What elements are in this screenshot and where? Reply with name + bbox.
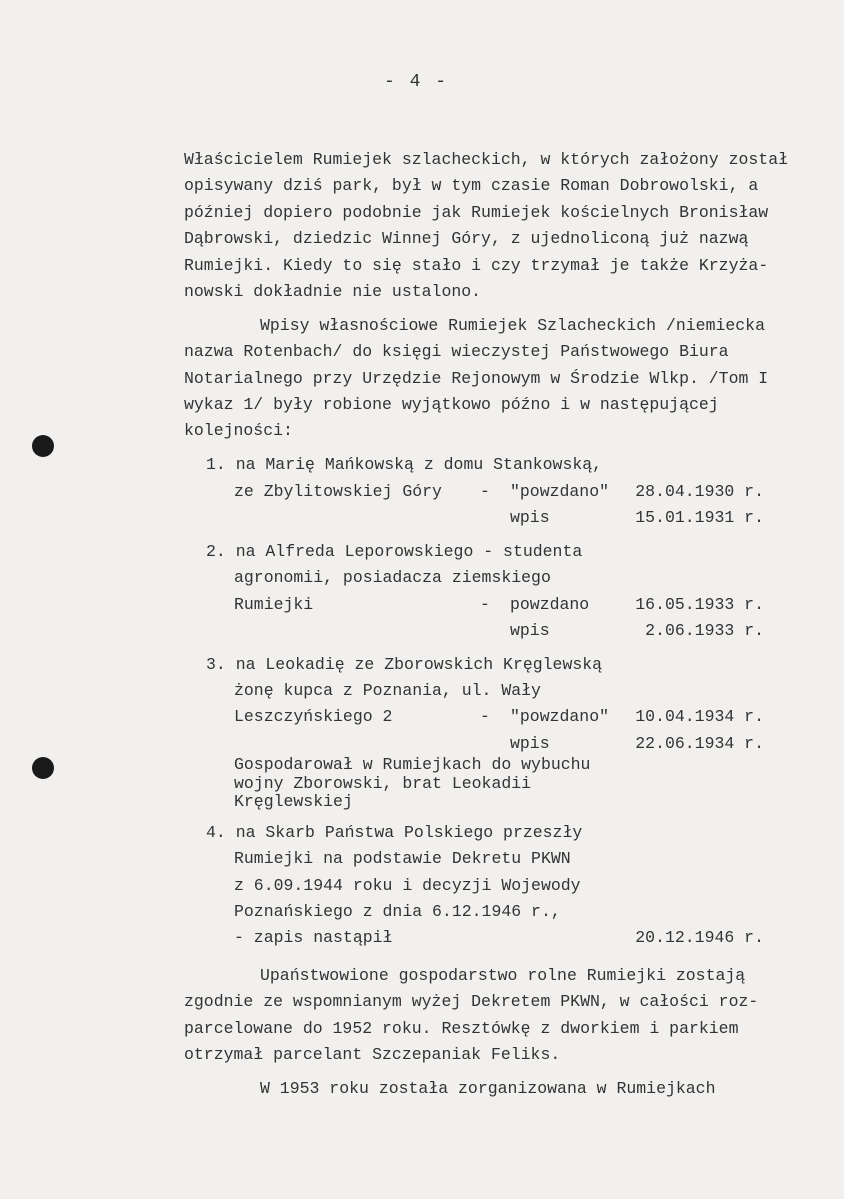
paragraph1-line: Rumiejki. Kiedy to się stało i czy trzymał je także Krzyża- <box>184 256 769 275</box>
paragraph2-line: Notarialnego przy Urzędzie Rejonowym w Środzie Wlkp. /Tom I <box>184 369 769 388</box>
paragraph3-line: Upaństwowione gospodarstwo rolne Rumiejki zostają <box>260 966 746 985</box>
entry2-kind: powzdano <box>510 595 590 614</box>
entry1-kind: "powzdano" <box>510 482 610 501</box>
entry3-note: Gospodarował w Rumiejkach do wybuchu <box>234 755 591 774</box>
entry3-line: 3. na Leokadię ze Zborowskich Kręglewską <box>206 655 603 674</box>
punch-hole <box>32 435 54 457</box>
entry2-dash: - <box>480 595 490 614</box>
paragraph1-line: później dopiero podobnie jak Rumiejek kościelnych Bronisław <box>184 203 769 222</box>
entry4-line: Rumiejki na podstawie Dekretu PKWN <box>234 849 571 868</box>
page-number: - 4 - <box>384 72 449 92</box>
entry1-kind: wpis <box>510 508 550 527</box>
paragraph3-line: otrzymał parcelant Szczepaniak Feliks. <box>184 1045 561 1064</box>
paragraph3-line: zgodnie ze wspomnianym wyżej Dekretem PKWN, w całości roz- <box>184 992 759 1011</box>
entry2-line: Rumiejki <box>234 595 314 614</box>
punch-hole <box>32 757 54 779</box>
entry1-date: 15.01.1931 r. <box>635 508 764 527</box>
entry3-dash: - <box>480 707 490 726</box>
entry3-note: wojny Zborowski, brat Leokadii <box>234 774 532 793</box>
entry2-line: agronomii, posiadacza ziemskiego <box>234 568 551 587</box>
paragraph2-line: Wpisy własnościowe Rumiejek Szlacheckich /niemiecka <box>260 316 765 335</box>
entry4-line: z 6.09.1944 roku i decyzji Wojewody <box>234 876 581 895</box>
entry1-line: ze Zbylitowskiej Góry <box>234 482 442 501</box>
entry3-line: żonę kupca z Poznania, ul. Wały <box>234 681 541 700</box>
entry4-line: - zapis nastąpił <box>234 928 393 947</box>
entry3-kind: wpis <box>510 734 550 753</box>
entry3-note: Kręglewskiej <box>234 792 353 811</box>
entry4-line: 4. na Skarb Państwa Polskiego przeszły <box>206 823 583 842</box>
entry2-date: 2.06.1933 r. <box>645 621 764 640</box>
paragraph2-line: nazwa Rotenbach/ do księgi wieczystej Państwowego Biura <box>184 342 729 361</box>
paragraph1-line: Dąbrowski, dziedzic Winnej Góry, z ujednoliconą już nazwą <box>184 229 749 248</box>
entry4-date: 20.12.1946 r. <box>635 928 764 947</box>
paragraph2-line: wykaz 1/ były robione wyjątkowo późno i w następującej <box>184 395 719 414</box>
entry3-date: 10.04.1934 r. <box>635 707 764 726</box>
entry1-line: 1. na Marię Mańkowską z domu Stankowską, <box>206 455 603 474</box>
entry2-date: 16.05.1933 r. <box>635 595 764 614</box>
entry2-kind: wpis <box>510 621 550 640</box>
paragraph3-line: parcelowane do 1952 roku. Resztówkę z dworkiem i parkiem <box>184 1019 739 1038</box>
entry3-kind: "powzdano" <box>510 707 610 726</box>
paragraph1-line: nowski dokładnie nie ustalono. <box>184 282 482 301</box>
entry1-date: 28.04.1930 r. <box>635 482 764 501</box>
entry2-line: 2. na Alfreda Leporowskiego - studenta <box>206 542 583 561</box>
entry4-line: Poznańskiego z dnia 6.12.1946 r., <box>234 902 561 921</box>
entry1-dash: - <box>480 482 490 501</box>
paragraph1-line: opisywany dziś park, był w tym czasie Roman Dobrowolski, a <box>184 176 759 195</box>
paragraph2-line: kolejności: <box>184 421 293 440</box>
entry3-line: Leszczyńskiego 2 <box>234 707 393 726</box>
entry3-date: 22.06.1934 r. <box>635 734 764 753</box>
paragraph4-line: W 1953 roku została zorganizowana w Rumiejkach <box>260 1079 716 1098</box>
paragraph1-line: Właścicielem Rumiejek szlacheckich, w których założony został <box>184 150 788 169</box>
